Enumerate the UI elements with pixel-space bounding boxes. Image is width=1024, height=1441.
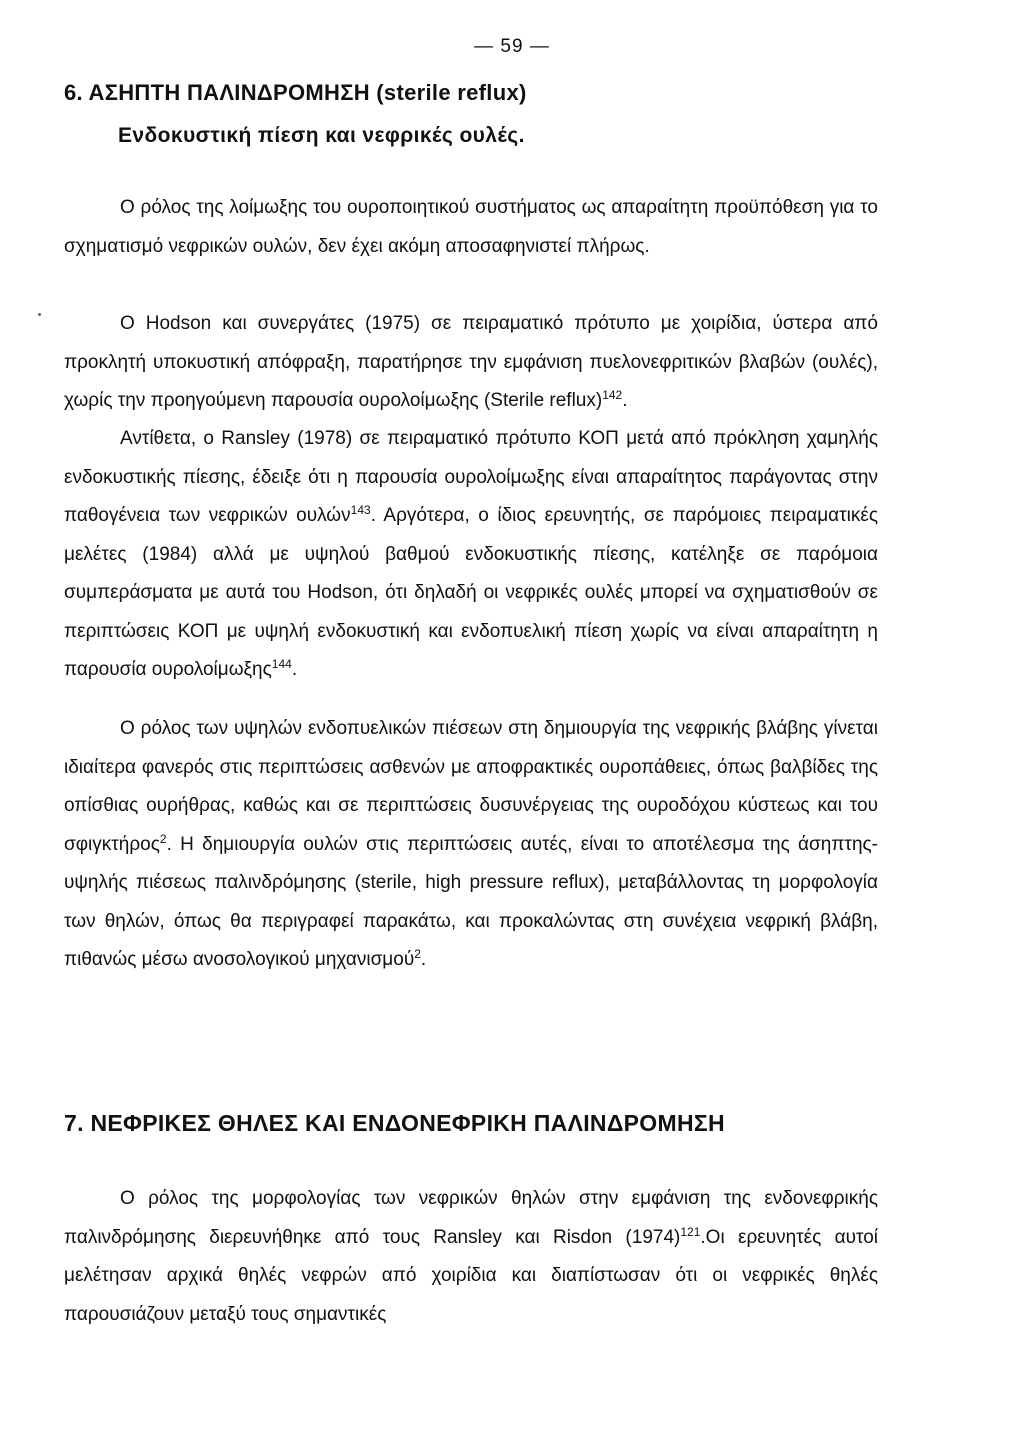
section-6-subheading: Ενδοκυστική πίεση και νεφρικές ουλές. — [118, 124, 525, 147]
paragraph-4-text-b: . Η δημιουργία ουλών στις περιπτώσεις αυτές, είναι το αποτέλεσμα της άσηπτης-υψηλής πιέσεως παλινδρόμησης (sterile, high pressure reflux), μεταβάλλοντας τη μορφολογία των θηλών, όπως θα περιγραφεί παρακάτω, και προκαλώντας στη συνέχεια νεφρική βλάβη, πιθανώς μέσω ανοσολογικού μηχανισμού — [64, 833, 878, 970]
section-7-heading: 7. ΝΕΦΡΙΚΕΣ ΘΗΛΕΣ ΚΑΙ ΕΝΔΟΝΕΦΡΙΚΗ ΠΑΛΙΝΔΡΟΜΗΣΗ — [64, 1110, 725, 1136]
paragraph-2 — [64, 305, 878, 421]
paragraph-3-text-a: Αντίθετα, ο Ransley (1978) σε πειραματικό πρότυπο ΚΟΠ μετά από πρόκληση χαμηλής ενδοκυστικής πίεσης, έδειξε ότι η παρουσία ουρολοίμωξης είναι απαραίτητος παράγοντας στην παθογένεια των νεφρικών ουλών — [64, 428, 878, 526]
citation-ref: 143 — [350, 503, 371, 517]
citation-ref: 144 — [271, 657, 292, 671]
paragraph-2-text: Ο Hodson και συνεργάτες (1975) σε πειραματικό πρότυπο με χοιρίδια, ύστερα από προκλητή υποκυστική απόφραξη, παρατήρησε την εμφάνιση πυελονεφριτικών βλαβών (ουλές), χωρίς την προηγούμενη παρουσία ουρολοίμωξης (Sterile reflux) — [64, 313, 878, 411]
paragraph-3-text-c: . — [291, 659, 298, 680]
paragraph-5-text-a: Ο ρόλος της μορφολογίας των νεφρικών θηλών στην εμφάνιση της ενδονεφρικής παλινδρόμησης διερευνήθηκε από τους Ransley και Risdon (1974) — [64, 1188, 878, 1248]
paragraph-3-text-b: . Αργότερα, ο ίδιος ερευνητής, σε παρόμοιες πειραματικές μελέτες (1984) αλλά με υψηλού βαθμού ενδοκυστικής πίεσης, κατέληξε σε παρόμοια συμπεράσματα με αυτά του Hodson, ότι δηλαδή οι νεφρικές ουλές μπορεί να σχηματισθούν σε περιπτώσεις ΚΟΠ με υψηλή ενδοκυστική και ενδοπυελική πίεση χωρίς να είναι απαραίτητη η παρουσία ουρολοίμωξης — [64, 505, 878, 680]
citation-ref: 121 — [680, 1224, 701, 1239]
section-6-heading: 6. ΑΣΗΠΤΗ ΠΑΛΙΝΔΡΟΜΗΣΗ (sterile reflux) — [64, 80, 527, 105]
paragraph-4-text-a: Ο ρόλος των υψηλών ενδοπυελικών πιέσεων στη δημιουργία της νεφρικής βλάβης γίνεται ιδιαίτερα φανερός στις περιπτώσεις ασθενών με αποφρακτικές ουροπάθειες, όπως βαλβίδες της οπίσθιας ουρήθρας, καθώς και σε περιπτώσεις δυσυνέργειας της ουροδόχου κύστεως και του σφιγκτήρος — [64, 718, 878, 855]
paragraph-5 — [64, 1180, 878, 1334]
citation-ref: 142 — [602, 388, 623, 402]
paragraph-5-text-b: .Οι ερευνητές αυτοί μελέτησαν αρχικά θηλές νεφρών από χοιρίδια και διαπίστωσαν ότι οι νεφρικές θηλές παρουσιάζουν μεταξύ τους σημαντικές — [64, 1226, 879, 1325]
citation-ref: 2 — [159, 831, 167, 846]
paragraph-1-text: Ο ρόλος της λοίμωξης του ουροποιητικού συστήματος ως απαραίτητη προϋπόθεση για το σχηματισμό νεφρικών ουλών, δεν έχει ακόμη αποσαφηνιστεί πλήρως. — [64, 197, 878, 257]
paragraph-1 — [64, 189, 878, 266]
scan-speck — [38, 313, 41, 316]
paragraph-4-text-c: . — [420, 949, 427, 970]
paragraph-2-end: . — [622, 390, 628, 411]
paragraph-4 — [64, 710, 878, 980]
paragraph-3 — [64, 420, 878, 690]
citation-ref: 2 — [414, 947, 421, 961]
page-number: — 59 — — [474, 36, 550, 57]
